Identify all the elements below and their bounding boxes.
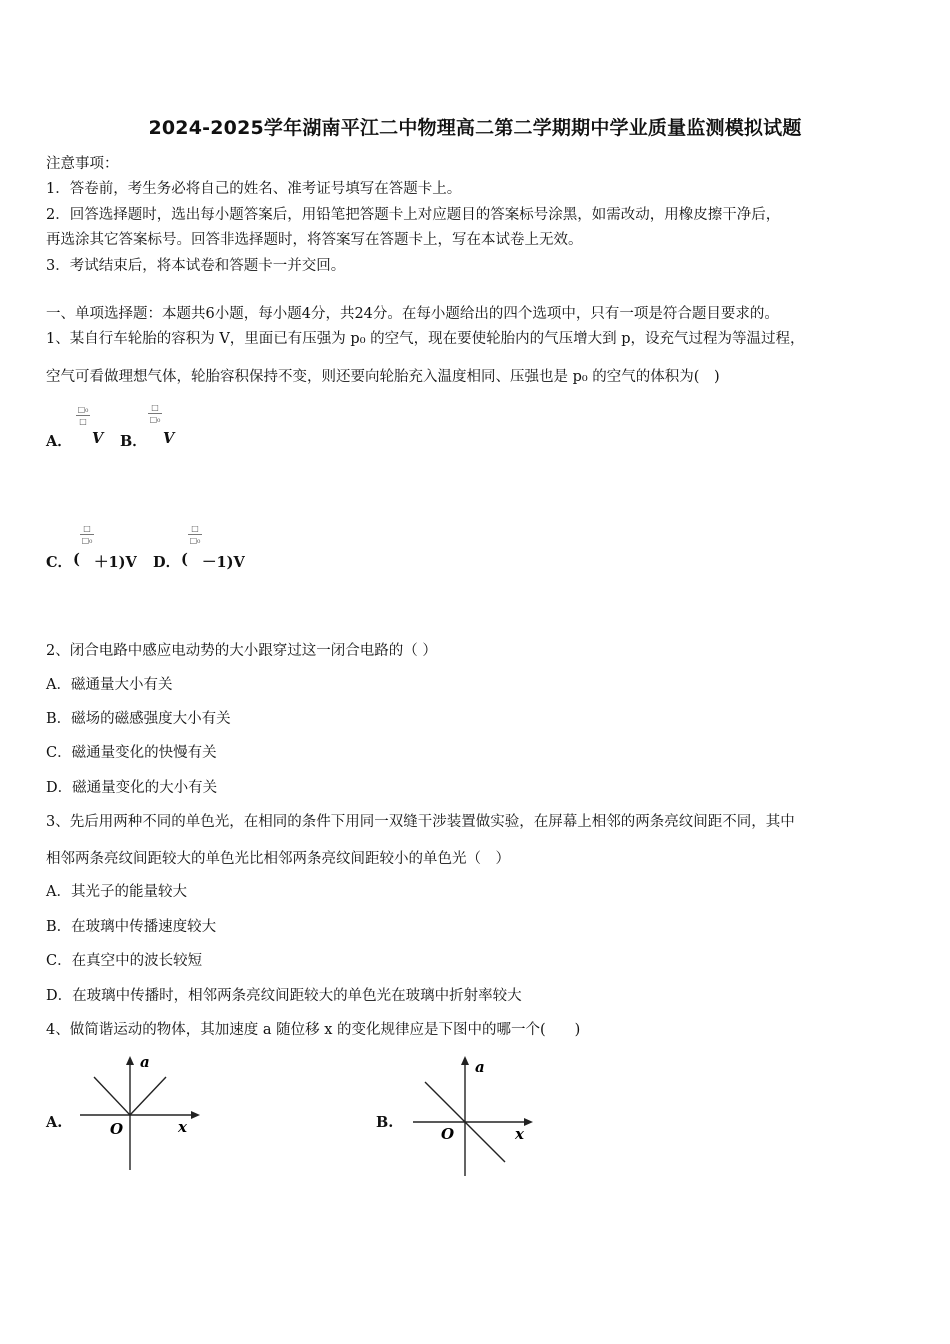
x-axis-arrow xyxy=(191,1111,200,1119)
page-title: 2024-2025学年湖南平江二中物理高二第二学期期中学业质量监测模拟试题 xyxy=(148,117,802,139)
fraction-numerator: □₀ xyxy=(77,405,89,414)
y-axis-label: a xyxy=(140,1053,150,1071)
q4-option-a-label: A. xyxy=(46,1114,63,1131)
q3-stem-line2: 相邻两条亮纹间距较大的单色光比相邻两条亮纹间距较小的单色光（ ） xyxy=(46,851,510,867)
graph-line-right xyxy=(130,1077,166,1115)
q1-stem-line2: 空气可看做理想气体，轮胎容积保持不变，则还要向轮胎充入温度相同、压强也是 p₀ 的空气的体积为( ) xyxy=(46,369,720,385)
origin-label: O xyxy=(441,1125,455,1143)
q1-option-c-label: C． xyxy=(46,554,73,571)
q4-option-b-graph xyxy=(405,1050,545,1180)
q2-option-b: B．磁场的磁感强度大小有关 xyxy=(46,711,231,727)
fraction-denominator: □ xyxy=(79,417,87,426)
x-axis-label: x xyxy=(178,1118,187,1136)
fraction-bar xyxy=(188,534,202,535)
q4-option-b-label: B. xyxy=(376,1114,394,1131)
fraction-denominator: □₀ xyxy=(189,536,201,545)
origin-label: O xyxy=(110,1120,124,1138)
q1-option-b-label: B． xyxy=(120,433,147,450)
q1-option-d-paren: ( xyxy=(181,551,188,568)
q3-option-a: A．其光子的能量较大 xyxy=(46,884,187,900)
q1-option-b-fraction xyxy=(148,403,162,424)
graph-line-left xyxy=(94,1077,130,1115)
q3-option-c: C．在真空中的波长较短 xyxy=(46,953,203,969)
y-axis-label: a xyxy=(475,1058,485,1076)
q1-option-c-tail: ＋1)V xyxy=(94,554,137,571)
x-axis-arrow xyxy=(524,1118,533,1126)
notice-item: 1．答卷前，考生务必将自己的姓名、准考证号填写在答题卡上。 xyxy=(46,181,462,197)
q4-option-a-graph xyxy=(70,1050,210,1175)
q1-option-a-fraction xyxy=(76,405,90,426)
q2-stem: 2、闭合电路中感应电动势的大小跟穿过这一闭合电路的（ ） xyxy=(46,643,437,659)
q1-option-c-fraction xyxy=(80,524,94,545)
x-axis-label: x xyxy=(515,1125,524,1143)
q1-option-a-label: A． xyxy=(46,433,72,450)
y-axis-arrow xyxy=(126,1056,134,1065)
q1-option-b-tail: V xyxy=(163,430,175,447)
fraction-numerator: □ xyxy=(191,524,199,533)
fraction-numerator: □ xyxy=(83,524,91,533)
q2-option-d: D．磁通量变化的大小有关 xyxy=(46,780,218,796)
fraction-bar xyxy=(148,413,162,414)
notice-heading: 注意事项： xyxy=(46,156,119,172)
section-heading: 一、单项选择题：本题共6小题，每小题4分，共24分。在每小题给出的四个选项中，只有一项是符合题目要求的。 xyxy=(46,306,779,322)
q1-option-a-tail: V xyxy=(92,430,104,447)
q1-option-d-label: D． xyxy=(153,554,181,571)
q1-stem-line1: 1、某自行车轮胎的容积为 V，里面已有压强为 p₀ 的空气，现在要使轮胎内的气压增大到 p，设充气过程为等温过程， xyxy=(46,331,805,347)
fraction-denominator: □₀ xyxy=(149,415,161,424)
notice-item: 再选涂其它答案标号。回答非选择题时，将答案写在答题卡上，写在本试卷上无效。 xyxy=(46,232,583,248)
fraction-numerator: □ xyxy=(151,403,159,412)
q2-option-c: C．磁通量变化的快慢有关 xyxy=(46,745,217,761)
fraction-denominator: □₀ xyxy=(81,536,93,545)
fraction-bar xyxy=(76,415,90,416)
notice-item: 2．回答选择题时，选出每小题答案后，用铅笔把答题卡上对应题目的答案标号涂黑，如需改动，用橡皮擦干净后， xyxy=(46,207,781,223)
q3-option-d: D．在玻璃中传播时，相邻两条亮纹间距较大的单色光在玻璃中折射率较大 xyxy=(46,988,522,1004)
y-axis-arrow xyxy=(461,1056,469,1065)
q3-stem-line1: 3、先后用两种不同的单色光，在相同的条件下用同一双缝干涉装置做实验，在屏幕上相邻的两条亮纹间距不同，其中 xyxy=(46,814,795,830)
q1-option-d-tail: －1)V xyxy=(202,554,245,571)
fraction-bar xyxy=(80,534,94,535)
q4-stem: 4、做简谐运动的物体，其加速度 a 随位移 x 的变化规律应是下图中的哪一个( ) xyxy=(46,1022,581,1038)
notice-item: 3．考试结束后，将本试卷和答题卡一并交回。 xyxy=(46,258,346,274)
q1-option-c-paren: ( xyxy=(73,551,80,568)
q3-option-b: B．在玻璃中传播速度较大 xyxy=(46,919,217,935)
q2-option-a: A．磁通量大小有关 xyxy=(46,677,173,693)
q1-option-d-fraction xyxy=(188,524,202,545)
